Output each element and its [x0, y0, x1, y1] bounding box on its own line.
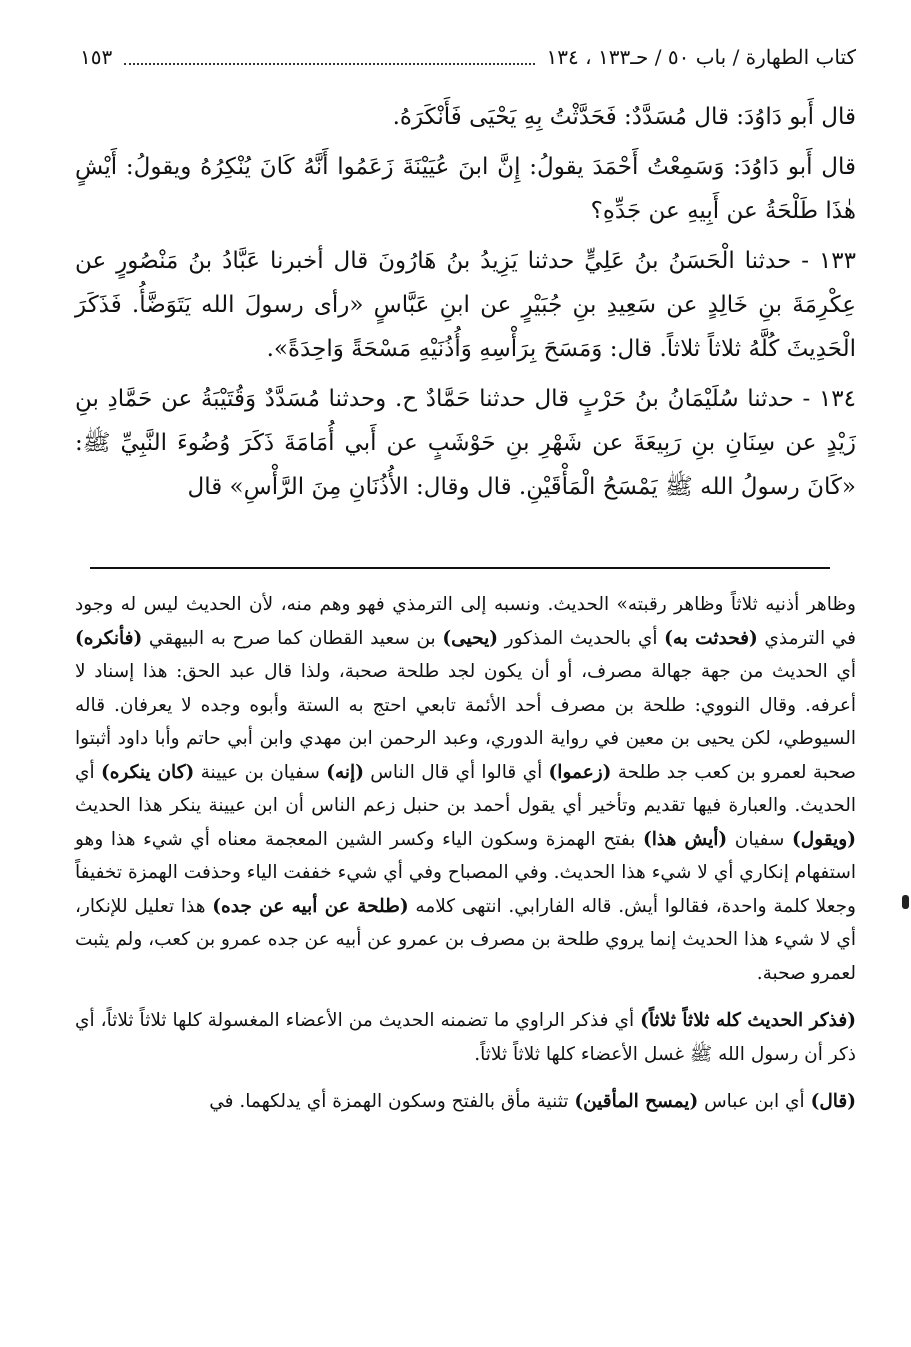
hadith-text — [75, 95, 856, 515]
commentary-keyword: (يمسح المأقين) — [574, 1091, 699, 1112]
chapter-title: كتاب الطهارة / باب ٥٠ / حـ١٣٣ ، ١٣٤ — [546, 45, 856, 69]
footnote-divider — [90, 567, 830, 569]
commentary-keyword: (فحدثت به) — [664, 627, 758, 649]
commentary-paragraph — [75, 1004, 856, 1071]
commentary-text: سفيان بن عيينة — [194, 761, 327, 783]
commentary-text: وظاهر أذنيه ثلاثاً وظاهر رقبته» الحديث. ونسبه إلى الترمذي فهو وهم منه، لأن الحديث ليس له وجود في الترمذي — [75, 594, 857, 649]
commentary-text: هذا تعليل للإنكار، أي لا شيء هذا الحديث إنما يروي طلحة بن مصرف بن عمرو عن أبيه عن جده عمرو بن كعب، ولم يثبت لعمرو صحبة. — [75, 895, 856, 984]
header-dot-leader — [124, 49, 534, 65]
commentary-text: بفتح الهمزة وسكون الياء وكسر الشين المعجمة معناه أي شيء هذا وهو استفهام إنكاري أي لا شيء هذا الحديث. وفي المصباح وفي أي شيء خففت الياء وحذفت الهمزة تخفيفاً وجعلا كلمة واحدة، فقالوا أيش. قاله الفارابي. انتهى كلامه — [75, 828, 856, 917]
scan-edge-mark — [902, 895, 909, 909]
commentary-keyword: (فذكر الحديث كله ثلاثاً ثلاثاً) — [640, 1010, 856, 1031]
commentary-text: أي الحديث. والعبارة فيها تقديم وتأخير أي يقول أحمد بن حنبل زعم الناس أن ابن عيينة ينكر هذا الحديث — [75, 761, 856, 816]
commentary-text: بن سعيد القطان كما صرح به البيهقي — [142, 627, 443, 649]
commentary-keyword: (فأنكره) — [75, 627, 143, 649]
commentary-text: أي ابن عباس — [698, 1091, 811, 1112]
commentary-text: أي الحديث من جهة جهالة مصرف، أو أن يكون لجد طلحة صحبة، ولذا قال عبد الحق: هذا إسناد لا أعرفه. وقال النووي: طلحة بن مصرف أحد الأئمة تابعي احتج به الستة وأبوه وجده لا يعرفان. قاله السيوطي، لكن يحيى بن معين في رواية الدوري، وعبد الرحمن ابن مهدي وابن أبي حاتم وأبا داود أثبتوا صحبة لعمرو بن كعب جد طلحة — [75, 661, 856, 783]
commentary-keyword: (قال) — [810, 1091, 856, 1112]
commentary-keyword: (أيش هذا) — [642, 828, 728, 850]
commentary-text: أي فذكر الراوي ما تضمنه الحديث من الأعضاء المغسولة كلها ثلاثاً ثلاثاً، أي ذكر أن رسول الله ﷺ غسل الأعضاء كلها ثلاثاً ثلاثاً. — [75, 1010, 856, 1065]
hadith-paragraph: قال أَبو دَاوُدَ: قال مُسَدَّدٌ: فَحَدَّثْتُ بِهِ يَحْيَى فَأَنْكَرَهُ. — [392, 104, 856, 130]
commentary — [75, 588, 856, 1133]
commentary-text: سفيان — [727, 828, 793, 850]
commentary-text: تثنية مأق بالفتح وسكون الهمزة أي يدلكهما. في — [209, 1091, 575, 1112]
hadith-paragraph: قال أَبو دَاوُدَ: وَسَمِعْتُ أَحْمَدَ يقولُ: إِنَّ ابنَ عُيَيْنَةَ زَعَمُوا أَنَّهُ كَانَ يُنْكِرُهُ ويقولُ: أَيْشٍ هٰذَا طَلْحَةُ عن أَبِيهِ عن جَدِّهِ؟ — [75, 154, 856, 224]
page-number: ١٥٣ — [80, 45, 113, 69]
hadith-paragraph: ١٣٤ - حدثنا سُلَيْمَانُ بنُ حَرْبٍ قال حدثنا حَمَّادٌ ح. وحدثنا مُسَدَّدٌ وَقُتَيْبَةُ عن حَمَّادِ بنِ زَيْدٍ عن سِنَانِ بنِ رَبِيعَةَ عن شَهْرِ بنِ حَوْشَبٍ عن أَبي أُمَامَةَ ذَكَرَ وُضُوءَ النَّبِيِّ ﷺ: «كَانَ رسولُ الله ﷺ يَمْسَحُ الْمَأْقَيْنِ. قال وقال: الأُذُنَانِ مِنَ الرَّأْسِ» قال — [75, 386, 856, 500]
commentary-keyword: (طلحة عن أبيه عن جده) — [212, 895, 409, 917]
commentary-keyword: (يحيى) — [442, 627, 498, 649]
commentary-paragraph — [75, 1085, 856, 1119]
commentary-keyword: (ويقول) — [792, 828, 856, 850]
commentary-paragraph — [75, 588, 856, 990]
running-header — [80, 40, 856, 74]
commentary-keyword: (زعموا) — [548, 761, 612, 783]
commentary-text: أي بالحديث المذكور — [497, 627, 665, 649]
commentary-text: أي قالوا أي قال الناس — [363, 761, 549, 783]
commentary-keyword: (كان ينكره) — [100, 761, 195, 783]
commentary-keyword: (إنه) — [326, 761, 364, 783]
hadith-paragraph: ١٣٣ - حدثنا الْحَسَنُ بنُ عَلِيٍّ حدثنا يَزِيدُ بنُ هَارُونَ قال أخبرنا عَبَّادُ بنُ مَنْصُورٍ عن عِكْرِمَةَ بنِ خَالِدٍ عن سَعِيدِ بنِ جُبَيْرٍ عن ابنِ عَبَّاسٍ «رأى رسولَ الله يَتَوَضَّأُ. فَذَكَرَ الْحَدِيثَ كُلَّهُ ثلاثاً ثلاثاً. قال: وَمَسَحَ بِرَأْسِهِ وَأُذُنَيْهِ مَسْحَةً وَاحِدَةً». — [75, 248, 856, 362]
